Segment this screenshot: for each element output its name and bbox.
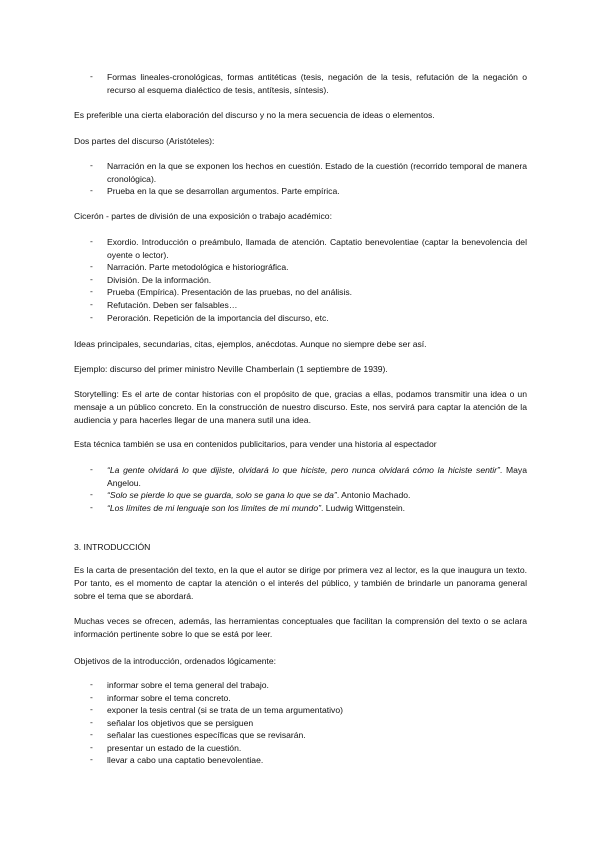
bullet-dash: - [90,717,93,727]
paragraph-storytelling: Storytelling: Es el arte de contar historias con el propósito de que, gracias a ellas, podamos transmitir una idea o un mensaje a un público concreto. En la construcción de nuestro discurso. Este, nos servirá para captar la atención de la audiencia y para hacerles llegar de una manera sutil una idea. [74,389,527,425]
list-item-text: Narración. Parte metodológica e historiográfica. [107,262,289,272]
list-item [90,299,527,312]
paragraph-ciceron: Cicerón - partes de división de una exposición o trabajo académico: [74,211,332,221]
bullet-dash: - [90,679,93,689]
list-item-text: señalar las cuestiones específicas que se revisarán. [107,730,306,740]
list-item [90,160,527,185]
bullet-dash: - [90,464,93,474]
bullet-dash: - [90,742,93,752]
list-item-text: División. De la información. [107,275,212,285]
quote-text: “Solo se pierde lo que se guarda, solo se gana lo que se da” [107,490,337,500]
list-item-text: Peroración. Repetición de la importancia del discurso, etc. [107,313,329,323]
bullet-dash: - [90,754,93,764]
bullet-dash: - [90,286,93,296]
list-item [90,286,527,299]
bullet-dash: - [90,729,93,739]
quote-text: “La gente olvidará lo que dijiste, olvidará lo que hiciste, pero nunca olvidará cómo la hiciste sentir” [107,465,500,475]
list-item [90,236,527,261]
section-heading: 3. INTRODUCCIÓN [74,542,151,552]
list-item [90,71,527,96]
list-item [90,704,527,717]
list-item-text: Exordio. Introducción o preámbulo, llamada de atención. Captatio benevolentiae (captar la benevolencia del oyente o lector). [107,237,527,260]
list-item-text: informar sobre el tema general del trabajo. [107,680,269,690]
bullet-dash: - [90,185,93,195]
paragraph-objetivos: Objetivos de la introducción, ordenados lógicamente: [74,656,277,666]
list-item-text: informar sobre el tema concreto. [107,693,231,703]
list-item [90,679,527,692]
quote-item [90,502,527,515]
bullet-dash: - [90,71,93,81]
paragraph-ejemplo: Ejemplo: discurso del primer ministro Neville Chamberlain (1 septiembre de 1939). [74,364,388,374]
quote-item [90,489,527,502]
quote-author: . Maya Angelou. [107,465,527,488]
list-item [90,692,527,705]
paragraph-intro-2: Muchas veces se ofrecen, además, las herramientas conceptuales que facilitan la comprensión del texto o se aclara información pertinente sobre lo que se está por leer. [74,616,527,639]
paragraph-elaboracion: Es preferible una cierta elaboración del discurso y no la mera secuencia de ideas o elementos. [74,110,435,120]
bullet-dash: - [90,261,93,271]
bullet-dash: - [90,489,93,499]
paragraph-tecnica: Esta técnica también se usa en contenidos publicitarios, para vender una historia al espectador [74,439,437,449]
bullet-dash: - [90,160,93,170]
list-item [90,754,527,767]
list-item-text: exponer la tesis central (si se trata de un tema argumentativo) [107,705,343,715]
list-item-text: presentar un estado de la cuestión. [107,743,242,753]
list-item [90,312,527,325]
list-item [90,185,527,198]
list-item-text: Narración en la que se exponen los hechos en cuestión. Estado de la cuestión (recorrido temporal de manera cronológica). [107,161,527,184]
list-item-text: Prueba (Empírica). Presentación de las pruebas, no del análisis. [107,287,353,297]
list-item-text: llevar a cabo una captatio benevolentiae. [107,755,264,765]
list-item-text: señalar los objetivos que se persiguen [107,718,254,728]
list-item [90,742,527,755]
list-item [90,274,527,287]
bullet-dash: - [90,312,93,322]
list-item-text: Formas lineales-cronológicas, formas antitéticas (tesis, negación de la tesis, refutación de la negación o recurso al esquema dialéctico de tesis, antítesis, síntesis). [107,72,527,95]
paragraph-dos-partes: Dos partes del discurso (Aristóteles): [74,136,215,146]
quote-text: “Los límites de mi lenguaje son los límites de mi mundo” [107,503,321,513]
bullet-dash: - [90,704,93,714]
bullet-dash: - [90,236,93,246]
quote-author: . Antonio Machado. [336,490,411,500]
list-item [90,729,527,742]
bullet-dash: - [90,274,93,284]
paragraph-ideas: Ideas principales, secundarias, citas, ejemplos, anécdotas. Aunque no siempre debe ser así. [74,339,427,349]
list-item [90,717,527,730]
list-item-text: Refutación. Deben ser falsables… [107,300,238,310]
paragraph-intro-1: Es la carta de presentación del texto, en la que el autor se dirige por primera vez al lector, es la que inaugura un texto. Por tanto, es el momento de captar la atención o el interés del público, y también de brindarle un panorama general sobre el tema que se abordará. [74,565,527,601]
bullet-dash: - [90,692,93,702]
quote-item [90,464,527,489]
list-item-text: Prueba en la que se desarrollan argumentos. Parte empírica. [107,186,340,196]
quote-author: . Ludwig Wittgenstein. [320,503,406,513]
bullet-dash: - [90,502,93,512]
list-item [90,261,527,274]
bullet-dash: - [90,299,93,309]
